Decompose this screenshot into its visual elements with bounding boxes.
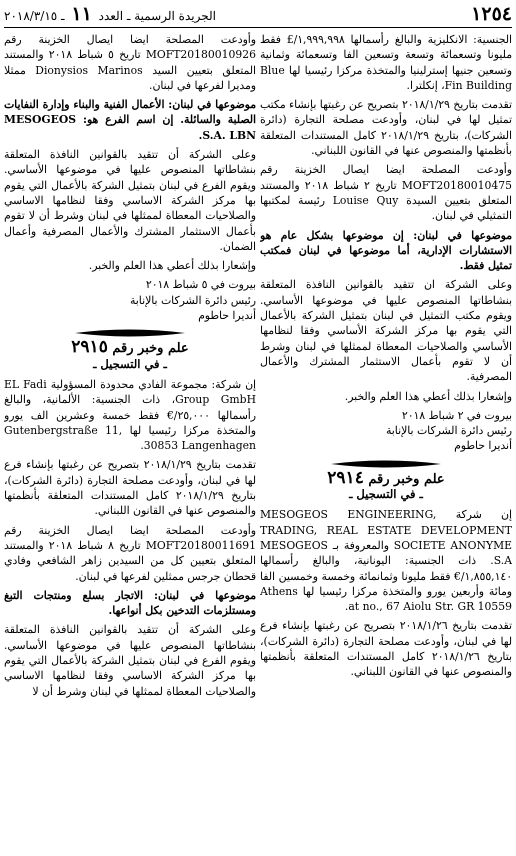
paragraph: تقدمت بتاريخ ٢٠١٨/١/٢٦ بتصريح عن رغبتها بإنشاء فرع لها في لبنان، وأودعت مصلحة التجارة (دائرة الشركات)، بتاريخ ٢٠١٨/١/٢٦ كامل المستندات المتعلقة بأنظمتها والمنصوص عنها في القانون اللبناني. <box>260 619 512 679</box>
paragraph: وإشعارا بذلك أعطي هذا العلم والخبر. <box>344 389 512 403</box>
paragraph: وعلى الشركة أن تتقيد بالقوانين النافذة المتعلقة بنشاطاتها المنصوص عليها في موضوعها الأساسي. ويقوم الفرع في لبنان بتمثيل الشركة بالأعمال التي يقوم بها مركز الشركة الاساسي وفقا لنظامها الاساسي والصلاحيات المعطاة لممثلها في لبنان وشرط أن لا <box>4 623 256 698</box>
signature-name: أنديرا حاطوم <box>454 439 512 453</box>
signature-name: أنديرا حاطوم <box>198 309 256 323</box>
paragraph: وأودعت المصلحة ايضا ايصال الخزينة رقم MOFT20180010926 تاريخ ٥ شباط ٢٠١٨ والمستند المتعلق بتعيين السيد Dionysios Marinos ممثلا ومديرا لفرعها في لبنان. <box>4 33 256 92</box>
subject-paragraph: موضوعها في لبنان: إن موضوعها بشكل عام هو الاستشارات الإدارية، أما موضوعها في لبنان فمكتب تمثيل فقط. <box>260 228 512 273</box>
notice-subtitle: ـ في التسجيل ـ <box>349 487 423 502</box>
paragraph: إن شركة MESOGEOS ENGINEERING, TRADING, REAL ESTATE DEVELOPMENT SOCIETE ANONYME والمعروفة بـ MESOGEOS S.A. ذات الجنسية: اليونانية، والبالغ رأسمالها ١,٨٥٥,١٤٠/€ فقط مليونا وثمانمائة وخمسة وخمسين الفا ومائة وأربعين يورو والمتخذة مركزا رئيسيا لها Athens at no., 67 Aiolu Str. GR 10559. <box>260 508 512 614</box>
subject-paragraph: موضوعها في لبنان: الاتجار بسلع ومنتجات التبغ ومستلزمات التدخين بكل أنواعها. <box>4 588 256 618</box>
notice-subtitle: ـ في التسجيل ـ <box>93 356 167 371</box>
paragraph: وعلى الشركة ان تتقيد بالقوانين النافذة المتعلقة بنشاطاتها المنصوص عليها في موضوعها الأساسي. ويقوم مكتب التمثيل في لبنان بتمثيل الشركة بالأعمال التي يقوم بها مركز الشركة الأساسي وفقا لنظامها الأساسي والصلاحيات المعطاة لممثلها في لبنان وشرط أن لا تقوم بأعمال الاستثمار المشترك والأعمال المصرفية. <box>260 278 512 384</box>
page-number: ١٢٥٤ <box>471 3 512 25</box>
paragraph: تقدمت بتاريخ ٢٠١٨/١/٢٩ بتصريح عن رغبتها بإنشاء فرع لها في لبنان، وأودعت مصلحة التجارة (دائرة الشركات)، بتاريخ ٢٠١٨/١/٢٩ كامل المستندات المتعلقة بأنظمتها والمنصوص عنها في القانون اللبناني. <box>4 458 256 518</box>
paragraph: الجنسية: الانكليزية والبالغ رأسمالها ١,٩٩٩,٩٩٨/£ فقط مليونا وتسعمائة وتسعة وتسعين الفا وتسعمائة وثمانية وتسعين جنيها إسترلينيا والمتخذة مركزا رئيسيا لها Blue Fin Building، إنكلترا. <box>260 33 512 92</box>
notice-number: ٢٩١٥ <box>71 337 108 358</box>
paragraph: تقدمت بتاريخ ٢٠١٨/١/٢٩ بتصريح عن رغبتها بإنشاء مكتب تمثيل لها في لبنان، وأودعت مصلحة التجارة (دائرة الشركات)، بتاريخ ٢٠١٨/١/٢٩ كامل المستندات المتعلقة بأنظمتها والمنصوص عنها في القانون اللبناني. <box>260 98 512 158</box>
signature-date: بيروت في ٥ شباط ٢٠١٨ <box>145 278 256 292</box>
page-header <box>4 2 512 26</box>
gazette-heading <box>4 3 216 25</box>
signature-title: رئيس دائرة الشركات بالإنابة <box>386 424 512 438</box>
notice-title: علم وخبر رقم ٢٩١٤ <box>327 467 445 488</box>
paragraph: وإشعارا بذلك أعطي هذا العلم والخبر. <box>88 259 256 273</box>
gazette-title: الجريدة الرسمية ـ العدد <box>98 9 216 23</box>
issue-number: ١١ <box>71 3 92 25</box>
notice-title: علم وخبر رقم ٢٩١٥ <box>71 337 189 358</box>
signature-date: بيروت في ٢ شباط ٢٠١٨ <box>401 408 512 422</box>
signature-block <box>260 408 512 454</box>
paragraph: وأودعت المصلحة ايضا ايصال الخزينة رقم MOFT20180011691 تاريخ ٨ شباط ٢٠١٨ والمستند المتعلق بتعيين كل من السيدين زاهر الشافعي وفادي قحطان جرجس ممثلين لفرعها في لبنان. <box>4 523 256 583</box>
notice-number: ٢٩١٤ <box>327 467 364 488</box>
signature-title: رئيس دائرة الشركات بالإنابة <box>130 293 256 307</box>
page-columns <box>4 32 512 856</box>
gazette-date: ـ ٢٠١٨/٣/١٥ <box>4 9 65 23</box>
left-column <box>4 32 256 856</box>
signature-block <box>4 277 256 323</box>
paragraph: وأودعت المصلحة ايضا ايصال الخزينة رقم MOFT20180010475 تاريخ ٢ شباط ٢٠١٨ والمستند المتعلق بتعيين السيدة Louise Quy رئيسة لمكتبها التمثيلي في لبنان. <box>260 163 512 223</box>
right-column <box>260 32 512 856</box>
subject-paragraph: موضوعها في لبنان: الأعمال الفنية والبناء وإدارة النفايات الصلبة والسائلة. إن اسم الفرع هو: MESOGEOS S.A. LBN. <box>4 98 256 142</box>
header-rule <box>4 27 512 28</box>
paragraph: وعلى الشركة أن تتقيد بالقوانين النافذة المتعلقة بنشاطاتها المنصوص عليها في موضوعها الأساسي. ويقوم الفرع في لبنان بتمثيل الشركة بالأعمال التي يقوم بها مركز الشركة الاساسي وفقا لنظامها الاساسي والصلاحيات المعطاة لممثلها في لبنان وشرط أن لا تقوم بأعمال الاستثمار المشترك والأعمال المصرفية وأعمال الضمان. <box>4 148 256 253</box>
paragraph: إن شركة: مجموعة الفادي محدودة المسؤولية EL Fadi Group GmbH، ذات الجنسية: الألمانية، والبالغ رأسمالها ٢٥,٠٠٠/€ فقط خمسة وعشرين الف يورو والمتخذة مركزا رئيسيا لها Gutenbergstraße 11, 30853 Langenhagen. <box>4 377 256 453</box>
